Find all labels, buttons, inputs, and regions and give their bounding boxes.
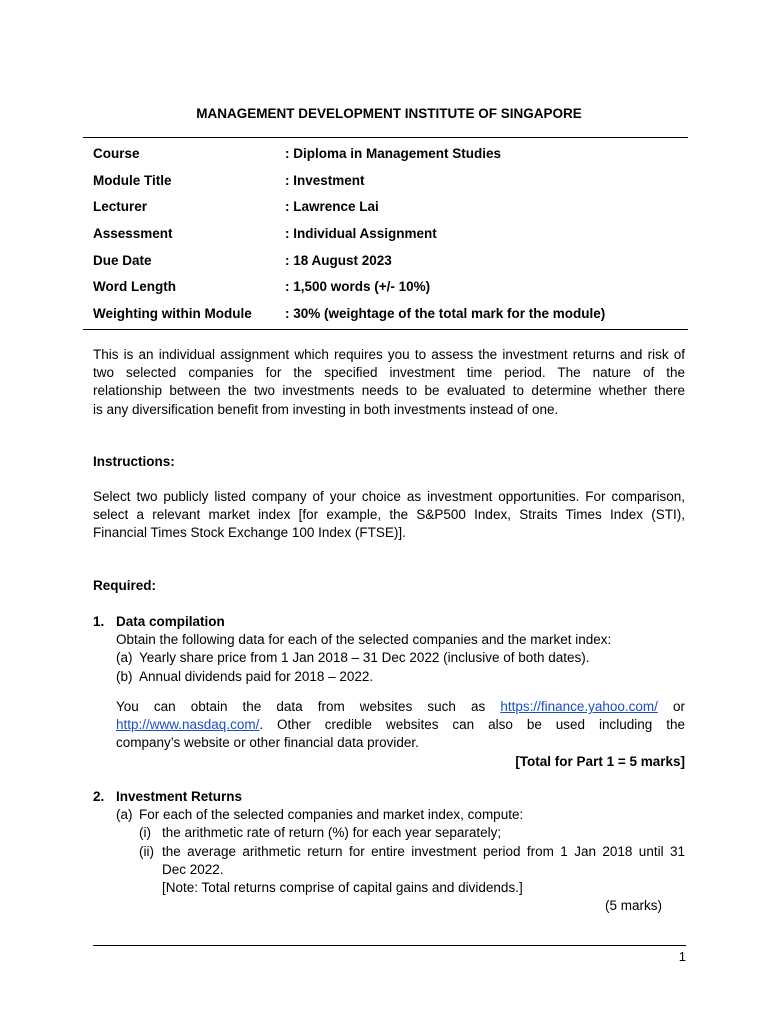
sources-line-1 <box>116 698 685 716</box>
part2-a-text: For each of the selected companies and market index, compute: <box>139 807 524 823</box>
part2-subitem-ii <box>139 843 685 861</box>
sources-word: from <box>317 699 345 714</box>
meta-label: Assessment <box>93 225 173 241</box>
part2-note: [Note: Total returns comprise of capital gains and dividends.] <box>162 880 523 896</box>
part2-number: 2. <box>93 789 105 804</box>
part1-item-b <box>116 668 685 686</box>
part2-a-label: (a) <box>116 807 133 823</box>
part1-item-label: (a) <box>116 650 133 666</box>
meta-value: : Lawrence Lai <box>285 199 379 215</box>
part1-total-marks: [Total for Part 1 = 5 marks] <box>515 753 685 769</box>
intro-paragraph <box>93 346 685 419</box>
meta-row-word-length <box>83 273 688 300</box>
part1-item-text: Annual dividends paid for 2018 – 2022. <box>139 668 374 684</box>
sources-word: data <box>276 699 303 714</box>
part1-item-label: (b) <box>116 668 133 684</box>
meta-label: Lecturer <box>93 199 148 215</box>
meta-value: : Individual Assignment <box>285 225 437 241</box>
meta-row-lecturer <box>83 193 688 220</box>
part2-subitem-ii-cont: Dec 2022. <box>162 861 224 877</box>
sources-line-2 <box>116 716 685 734</box>
part2-subitems <box>93 824 685 897</box>
meta-row-weighting <box>83 300 688 327</box>
part2-title: Investment Returns <box>116 789 243 804</box>
part1-intro: Obtain the following data for each of the selected companies and the market index: <box>116 632 612 648</box>
part2-subitem-text: the arithmetic rate of return (%) for each year separately; <box>162 825 502 841</box>
part2-marks: (5 marks) <box>605 898 662 914</box>
part2-subitem-text: the average arithmetic return for entire investment period from 1 Jan 2018 until 31 <box>162 843 685 859</box>
meta-row-module-title <box>83 167 688 194</box>
meta-value: : Investment <box>285 172 365 188</box>
meta-value: : 1,500 words (+/- 10%) <box>285 279 431 295</box>
part2-title-row <box>93 788 685 806</box>
sources-word: such <box>427 699 456 714</box>
meta-label: Due Date <box>93 252 152 268</box>
meta-value: : Diploma in Management Studies <box>285 145 502 161</box>
instructions-heading: Instructions: <box>93 454 175 469</box>
instructions-paragraph <box>93 488 685 543</box>
sources-word: obtain <box>190 699 228 714</box>
yahoo-finance-link[interactable]: https://finance.yahoo.com/ <box>500 699 658 714</box>
part2-item-a <box>93 806 685 824</box>
part1-number: 1. <box>93 614 105 629</box>
meta-value: : 30% (weightage of the total mark for the module) <box>285 305 606 321</box>
part1-section <box>93 613 685 686</box>
sources-line-3: company’s website or other financial data provider. <box>116 735 419 751</box>
footer-divider <box>93 945 686 946</box>
sources-word: can <box>153 699 176 714</box>
part1-item-text: Yearly share price from 1 Jan 2018 – 31 Dec 2022 (inclusive of both dates). <box>139 650 590 666</box>
sources-word: the <box>242 699 262 714</box>
part2-subitem-label: (i) <box>139 825 151 841</box>
part2-subitem-i <box>139 824 685 842</box>
intro-line: relationship between the two investments needs to be evaluated to determine whether there <box>93 383 685 399</box>
part2-subitem-label: (ii) <box>139 843 154 859</box>
meta-label: Module Title <box>93 172 172 188</box>
intro-line: two selected companies for the specified investment time period. The nature of the <box>93 365 685 381</box>
sources-pre-word: You <box>116 699 139 714</box>
part1-item-a <box>116 649 685 667</box>
instructions-line: Select two publicly listed company of your choice as investment opportunities. For comparison, <box>93 489 685 504</box>
sources-post: . Other credible websites can also be used including the <box>259 717 685 733</box>
meta-value: : 18 August 2023 <box>285 252 392 268</box>
meta-row-due-date <box>83 247 688 274</box>
meta-label: Weighting within Module <box>93 305 252 321</box>
part1-sources <box>116 698 685 771</box>
nasdaq-link[interactable]: http://www.nasdaq.com/ <box>116 717 260 733</box>
instructions-line: select a relevant market index [for example, the S&P500 Index, Straits Times Index (STI), <box>93 507 685 523</box>
page-number: 1 <box>678 949 686 964</box>
part1-body <box>93 631 685 686</box>
meta-label: Word Length <box>93 279 176 295</box>
meta-row-assessment <box>83 220 688 247</box>
part2-section <box>93 788 685 915</box>
meta-label: Course <box>93 145 140 161</box>
assignment-details-table <box>83 137 688 330</box>
meta-row-course <box>83 140 688 167</box>
sources-word: websites <box>359 699 413 714</box>
intro-line: is any diversification benefit from investing in both investments instead of one. <box>93 401 559 417</box>
required-heading: Required: <box>93 578 157 593</box>
part1-title-row <box>93 613 685 631</box>
part1-title: Data compilation <box>116 614 225 629</box>
institute-title: MANAGEMENT DEVELOPMENT INSTITUTE OF SINGAPORE <box>196 106 582 121</box>
intro-line: This is an individual assignment which requires you to assess the investment returns and risk of <box>93 347 685 362</box>
instructions-line: Financial Times Stock Exchange 100 Index (FTSE)]. <box>93 525 406 541</box>
sources-or: or <box>672 699 685 714</box>
sources-word: as <box>470 699 486 714</box>
